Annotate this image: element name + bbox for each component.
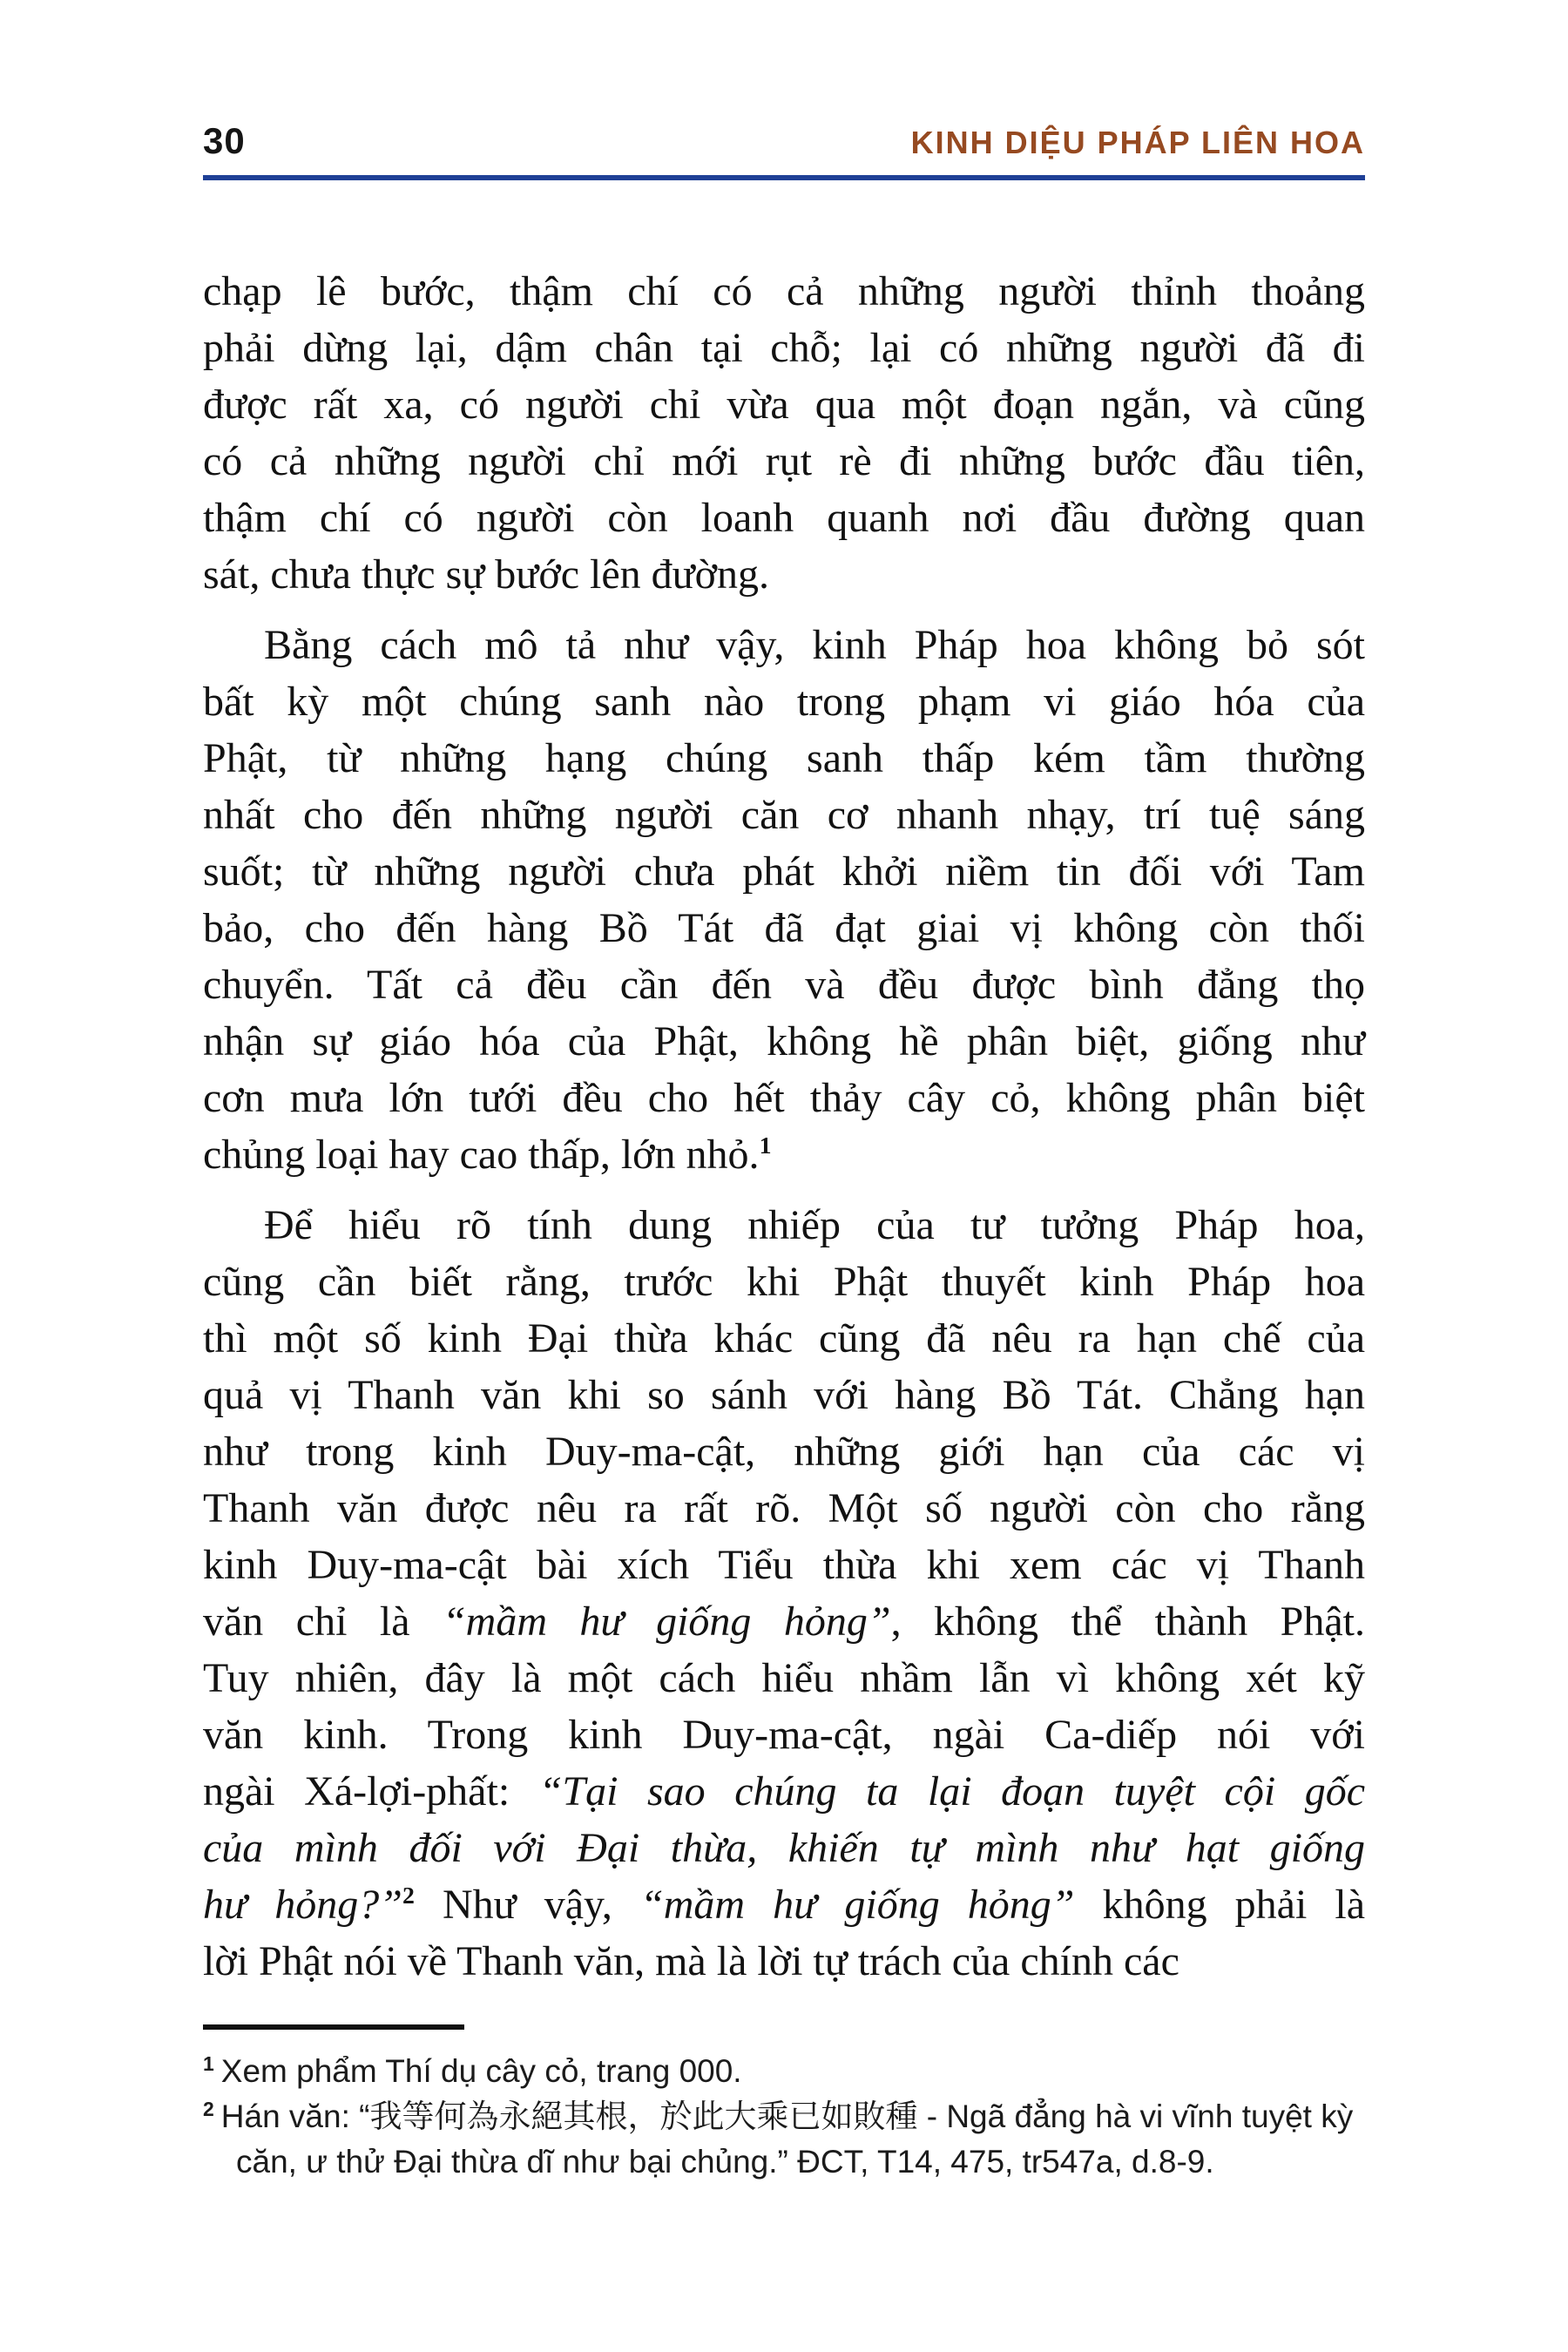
body-line [203,1707,1365,1763]
text-segment: Bằng cách mô tả như vậy, kinh Pháp hoa không bỏ sót [264,622,1365,668]
body-line [203,1197,1365,1254]
footnote-marker: 1 [203,2051,214,2075]
body-line [203,546,1365,603]
text-segment: văn kinh. Trong kinh Duy-ma-cật, ngài Ca-diếp nói với [203,1712,1365,1758]
footnote-line [203,2049,1365,2094]
text-segment: không phải là [1074,1882,1366,1928]
text-segment: “mầm hư giống hỏng” [442,1598,891,1645]
body-line [203,490,1365,546]
text-segment: “Tại sao chúng ta lại đoạn tuyệt cội gốc [538,1768,1365,1815]
body-line [203,1070,1365,1126]
body-text [203,263,1365,1990]
text-segment: Xem phẩm Thí dụ cây cỏ, trang 000. [220,2053,742,2089]
body-line [203,900,1365,956]
text-segment: căn, ư thử Đại thừa dĩ như bại chủng.” ĐCT, T14, 475, tr547a, d.8-9. [236,2144,1214,2180]
body-line [203,1423,1365,1480]
text-segment: Phật, từ những hạng chúng sanh thấp kém tầm thường [203,735,1365,781]
paragraph [203,263,1365,603]
body-line [203,1310,1365,1367]
body-line [203,1367,1365,1423]
body-line [203,1126,1365,1183]
body-line [203,1537,1365,1593]
footnote-marker: 2 [203,2097,214,2120]
body-line [203,1876,1365,1933]
footnote-reference: 2 [402,1882,415,1909]
body-line [203,1820,1365,1876]
footnote-item [203,2094,1365,2185]
text-segment: chủng loại hay cao thấp, lớn nhỏ. [203,1132,760,1178]
body-line [203,673,1365,730]
running-title: KINH DIỆU PHÁP LIÊN HOA [910,125,1365,160]
text-segment: cũng cần biết rằng, trước khi Phật thuyết kinh Pháp hoa [203,1259,1365,1305]
body-line [203,320,1365,376]
body-line [203,1013,1365,1070]
body-line [203,1480,1365,1537]
footnote-reference: 1 [759,1132,772,1159]
text-segment: được rất xa, có người chỉ vừa qua một đoạn ngắn, và cũng [203,382,1365,428]
text-segment: văn chỉ là [203,1598,443,1645]
text-segment: nhận sự giáo hóa của Phật, không hề phân biệt, giống như [203,1018,1365,1064]
footnote-separator [203,2024,464,2030]
body-line [203,1650,1365,1707]
body-line [203,263,1365,320]
body-line [203,1763,1365,1820]
text-segment: hư hỏng?” [203,1882,402,1928]
text-segment: cơn mưa lớn tưới đều cho hết thảy cây cỏ, không phân biệt [203,1075,1365,1121]
text-segment: như trong kinh Duy-ma-cật, những giới hạn của các vị [203,1429,1365,1475]
body-line [203,787,1365,843]
paragraph [203,617,1365,1183]
text-segment: chuyển. Tất cả đều cần đến và đều được bình đẳng thọ [203,962,1365,1008]
footnotes [203,2049,1365,2185]
text-segment: “mầm hư giống hỏng” [640,1882,1075,1928]
text-segment: Tuy nhiên, đây là một cách hiểu nhầm lẫn vì không xét kỹ [203,1655,1365,1701]
body-line [203,1254,1365,1310]
body-line [203,730,1365,787]
text-segment: có cả những người chỉ mới rụt rè đi những bước đầu tiên, [203,438,1365,484]
text-segment: sát, chưa thực sự bước lên đường. [203,551,770,598]
page-header [203,122,1365,162]
text-segment: Như vậy, [414,1882,641,1928]
text-segment: Thanh văn được nêu ra rất rõ. Một số người còn cho rằng [203,1485,1365,1531]
text-segment: , không thể thành Phật. [890,1598,1365,1645]
body-line [203,956,1365,1013]
text-segment: phải dừng lại, dậm chân tại chỗ; lại có những người đã đi [203,325,1365,371]
text-segment: lời Phật nói về Thanh văn, mà là lời tự trách của chính các [203,1938,1179,1984]
text-segment: thậm chí có người còn loanh quanh nơi đầu đường quan [203,495,1365,541]
text-segment: thì một số kinh Đại thừa khác cũng đã nêu ra hạn chế của [203,1315,1365,1362]
page-number: 30 [203,120,246,161]
text-segment: bảo, cho đến hàng Bồ Tát đã đạt giai vị không còn thối [203,905,1365,951]
text-segment: suốt; từ những người chưa phát khởi niềm tin đối với Tam [203,848,1365,895]
body-line [203,1933,1365,1990]
text-segment: Hán văn: “我等何為永絕其根，於此大乘已如敗種 - Ngã đẳng hà vi vĩnh tuyệt kỳ [220,2099,1354,2134]
body-line [203,433,1365,490]
text-segment: kinh Duy-ma-cật bài xích Tiểu thừa khi xem các vị Thanh [203,1542,1365,1588]
footnote-item [203,2049,1365,2094]
text-segment: nhất cho đến những người căn cơ nhanh nhạy, trí tuệ sáng [203,792,1365,838]
footnote-line [203,2094,1365,2139]
footnote-line [236,2139,1365,2185]
text-segment: chạp lê bước, thậm chí có cả những người thỉnh thoảng [203,268,1365,314]
body-line [203,376,1365,433]
body-line [203,1593,1365,1650]
paragraph [203,1197,1365,1990]
body-line [203,617,1365,673]
body-line [203,843,1365,900]
header-rule [203,175,1365,180]
text-segment: Để hiểu rõ tính dung nhiếp của tư tưởng Pháp hoa, [264,1202,1365,1248]
text-segment: của mình đối với Đại thừa, khiến tự mình như hạt giống [203,1825,1365,1871]
text-segment: quả vị Thanh văn khi so sánh với hàng Bồ Tát. Chẳng hạn [203,1372,1365,1418]
text-segment: ngài Xá-lợi-phất: [203,1768,539,1815]
text-segment: bất kỳ một chúng sanh nào trong phạm vi giáo hóa của [203,679,1365,725]
